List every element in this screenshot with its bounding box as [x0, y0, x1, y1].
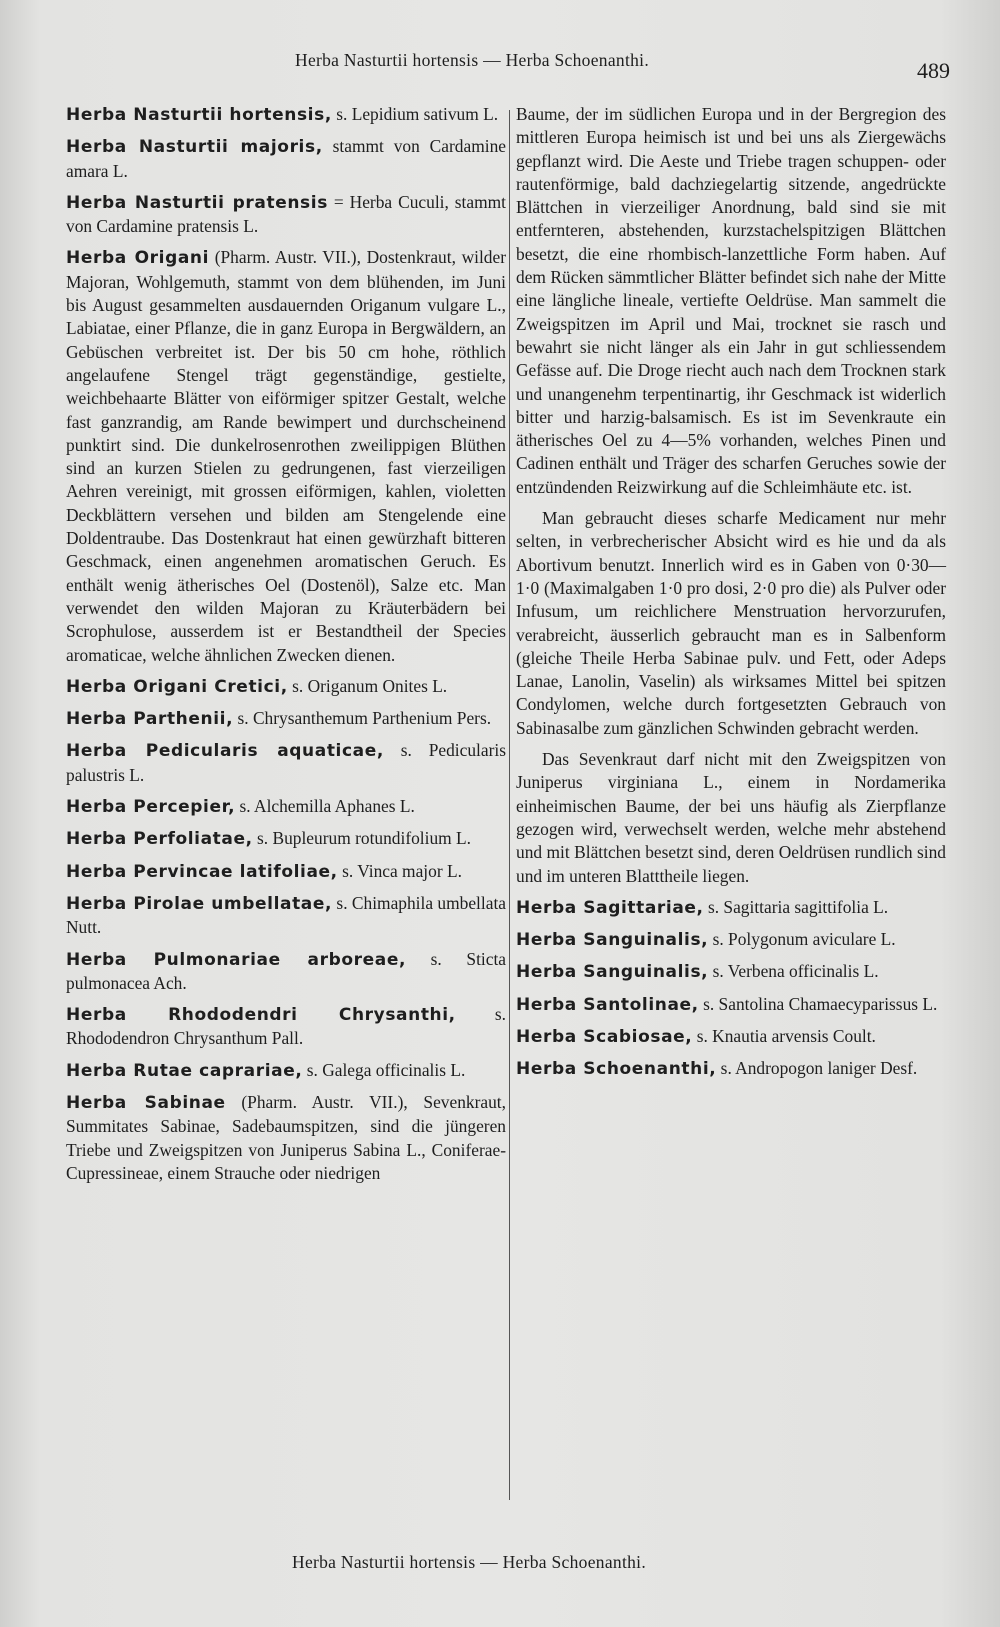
body-paragraph: Man gebraucht dieses scharfe Medicament nur mehr selten, in verbrecherischer Absicht wird es hie und da als Abortivum benutzt. Innerlich wird es in Gaben von 0·30—1·0 (Maximalgaben 1·0 pro dosi, 2·0 pro die) als Pulver oder Infusum, um reichlichere Menstruation hervorzurufen, verabreicht, äusserlich gebraucht man es in Salbenform (gleiche Theile Herba Sabinae pulv. und Fett, oder Adeps Lanae, Lanolin, Vaselin) als wirksames Mittel bei spitzen Condylomen, welche durch fortgesetzten Gebrauch von Sabinasalbe zum gänzlichen Schwinden gebracht werden. [516, 508, 946, 738]
entry-headword: Herba Origani Cretici, [66, 676, 288, 697]
entry-text: s. Lepidium sativum L. [331, 104, 499, 124]
dictionary-entry [66, 827, 506, 851]
dictionary-entry [66, 1059, 506, 1083]
entry-headword: Herba Pedicularis aquaticae, [66, 741, 384, 762]
dictionary-entry [516, 960, 946, 984]
body-paragraph: Das Sevenkraut darf nicht mit den Zweigspitzen von Juniperus virginiana L., einem in Nordamerika einheimischen Baume, der bei uns häufig als Zierpflanze gezogen wird, verwechselt werden, welche mehr abstehend und mit Blättchen besetzt sind, deren Oeldrüsen rundlich sind und im unteren Blatttheile liegen. [516, 749, 946, 886]
entry-text: stammt von Cardamine amara L. [66, 136, 506, 181]
entry-text: s. Verbena officinalis L. [708, 961, 879, 982]
dictionary-entry [66, 707, 506, 731]
entry-headword: Herba Percepier, [66, 797, 236, 818]
dictionary-entry [66, 739, 506, 787]
entry-headword: Herba Scabiosae, [516, 1026, 693, 1047]
entry-headword: Herba Rutae caprariae, [66, 1060, 303, 1081]
entry-text: s. Vinca major L. [337, 860, 462, 881]
entry-headword: Herba Perfoliatae, [66, 829, 253, 850]
entry-text: s. Galega officinalis L. [302, 1059, 466, 1080]
entry-headword: Herba Rhododendri Chrysanthi, [66, 1005, 456, 1026]
entry-text: = Herba Cuculi, stammt von Cardamine pratensis L. [66, 191, 506, 237]
dictionary-entry [516, 1057, 946, 1081]
entry-headword: Herba Sagittariae, [516, 897, 704, 918]
page-number: 489 [917, 58, 950, 83]
dictionary-entry [66, 892, 506, 940]
entry-text: s. Knautia arvensis Coult. [692, 1025, 876, 1046]
dictionary-entry [66, 795, 506, 819]
entry-text: s. Chimaphila umbellata Nutt. [66, 892, 506, 938]
entry-headword: Herba Pulmonariae arboreae, [66, 949, 407, 970]
dictionary-entry [66, 103, 506, 127]
entry-text: s. Alchemilla Aphanes L. [235, 796, 415, 817]
body-paragraph: Baume, der im südlichen Europa und in der Bergregion des mittleren Europa heimisch ist und bei uns als Ziergewächs gepflanzt wird. Die Aeste und Triebe tragen schuppen- oder rautenförmige, bald dachziegelartig sitzende, angedrückte Blättchen in vierzeiliger Anordnung, bald sind sie mit entfernteren, abstehenden, kurzstachelspitzigen Blättchen besetzt, die eine rhombisch-lanzettliche Form haben. Auf dem Rücken sämmtlicher Blätter befindet sich nahe der Mitte eine längliche lineale, vertiefte Oeldrüse. Man sammelt die Zweigspitzen im April und Mai, trocknet sie rasch und bewahrt sie nicht länger als ein Jahr in gut schliessendem Gefässe auf. Die Droge riecht auch nach dem Trocknen stark und unangenehm terpentinartig, ihr Geschmack ist widerlich bitter und harzig-balsamisch. Es ist im Sevenkraute ein ätherisches Oel zu 4—5% vorhanden, welches Pinen und Cadinen enthält und Träger des scharfen Geruches sowie der entzündenden Reizwirkung auf die Schleimhäute etc. ist. [516, 104, 946, 497]
entry-headword: Herba Sabinae [66, 1092, 226, 1113]
dictionary-entry [516, 993, 946, 1017]
entry-text: s. Pedicularis palustris L. [66, 740, 506, 785]
running-head: Herba Nasturtii hortensis — Herba Schoenanthi. [295, 50, 649, 70]
dictionary-entry [66, 1091, 506, 1185]
dictionary-entry [66, 191, 506, 239]
entry-headword: Herba Sanguinalis, [516, 930, 709, 951]
column-divider [509, 110, 510, 1500]
entry-text: (Pharm. Austr. VII.), Sevenkraut, Summitates Sabinae, Sadebaumspitzen, sind die jüngeren Triebe und Zweigspitzen von Juniperus Sabina L., Coniferae-Cupressineae, einem Strauche oder niedrigen [66, 1091, 506, 1183]
entry-headword: Herba Parthenii, [66, 709, 234, 730]
entry-text: s. Andropogon laniger Desf. [716, 1058, 918, 1079]
entry-headword: Herba Sanguinalis, [516, 962, 709, 983]
running-foot: Herba Nasturtii hortensis — Herba Schoenanthi. [292, 1552, 646, 1572]
entry-headword: Herba Santolinae, [516, 994, 699, 1015]
entry-text: s. Sticta pulmonacea Ach. [66, 948, 507, 993]
dictionary-entry [66, 948, 506, 996]
dictionary-entry [516, 896, 946, 920]
entry-text: s. Rhododendron Chrysanthum Pall. [66, 1004, 506, 1049]
right-column [516, 103, 946, 1090]
entry-headword: Herba Nasturtii hortensis, [66, 105, 332, 125]
entry-headword: Herba Pirolae umbellatae, [66, 893, 333, 914]
entry-text: s. Sagittaria sagittifolia L. [703, 896, 889, 917]
entry-headword: Herba Origani [66, 248, 210, 269]
entry-headword: Herba Schoenanthi, [516, 1059, 717, 1080]
entry-text: s. Chrysanthemum Parthenium Pers. [233, 708, 492, 729]
left-column [66, 103, 506, 1193]
entry-text: s. Bupleurum rotundifolium L. [252, 828, 472, 849]
entry-headword: Herba Pervincae latifoliae, [66, 861, 338, 882]
dictionary-entry [516, 1025, 946, 1049]
entry-headword: Herba Nasturtii pratensis [66, 192, 328, 213]
dictionary-entry [66, 860, 506, 884]
dictionary-entry [66, 1003, 506, 1051]
entry-text: s. Polygonum aviculare L. [708, 929, 896, 950]
entry-text: s. Santolina Chamaecyparissus L. [698, 993, 938, 1014]
entry-text: s. Origanum Onites L. [287, 675, 448, 696]
dictionary-entry [66, 246, 506, 666]
dictionary-entry [516, 928, 946, 952]
entry-headword: Herba Nasturtii majoris, [66, 137, 323, 158]
entry-text: (Pharm. Austr. VII.), Dostenkraut, wilder Majoran, Wohlgemuth, stammt von dem blühenden, im Juni bis August gesammelten ausdauernden Origanum vulgare L., Labiatae, einer Pflanze, die in ganz Europa in Bergwäldern, an Gebüschen verbreitet ist. Der bis 50 cm hohe, röthlich angelaufene Stengel trägt gegenständige, gestielte, weichbehaarte Blätter von eiförmiger spitzer Gestalt, welche fast ganzrandig, am Rande bewimpert und durchscheinend punktirt sind. Die dunkelrosenrothen zweilippigen Blüthen sind an kurzen Stielen zu gedrungenen, fast vierzeiligen Aehren vereinigt, mit grossen eiförmigen, kahlen, violetten Deckblättern versehen und bilden am Stengelende eine Doldentraube. Das Dostenkraut hat einen gewürzhaft bitteren Geschmack, einen angenehmen aromatischen Geruch. Es enthält wenig ätherisches Oel (Dostenöl), Salze etc. Man verwendet den wilden Majoran zu Kräuterbädern bei Scrophulose, ausserdem ist er Bestandtheil der Species aromaticae, welche ähnlichen Zwecken dienen. [66, 247, 507, 665]
dictionary-entry [66, 675, 506, 699]
dictionary-entry [66, 135, 506, 183]
